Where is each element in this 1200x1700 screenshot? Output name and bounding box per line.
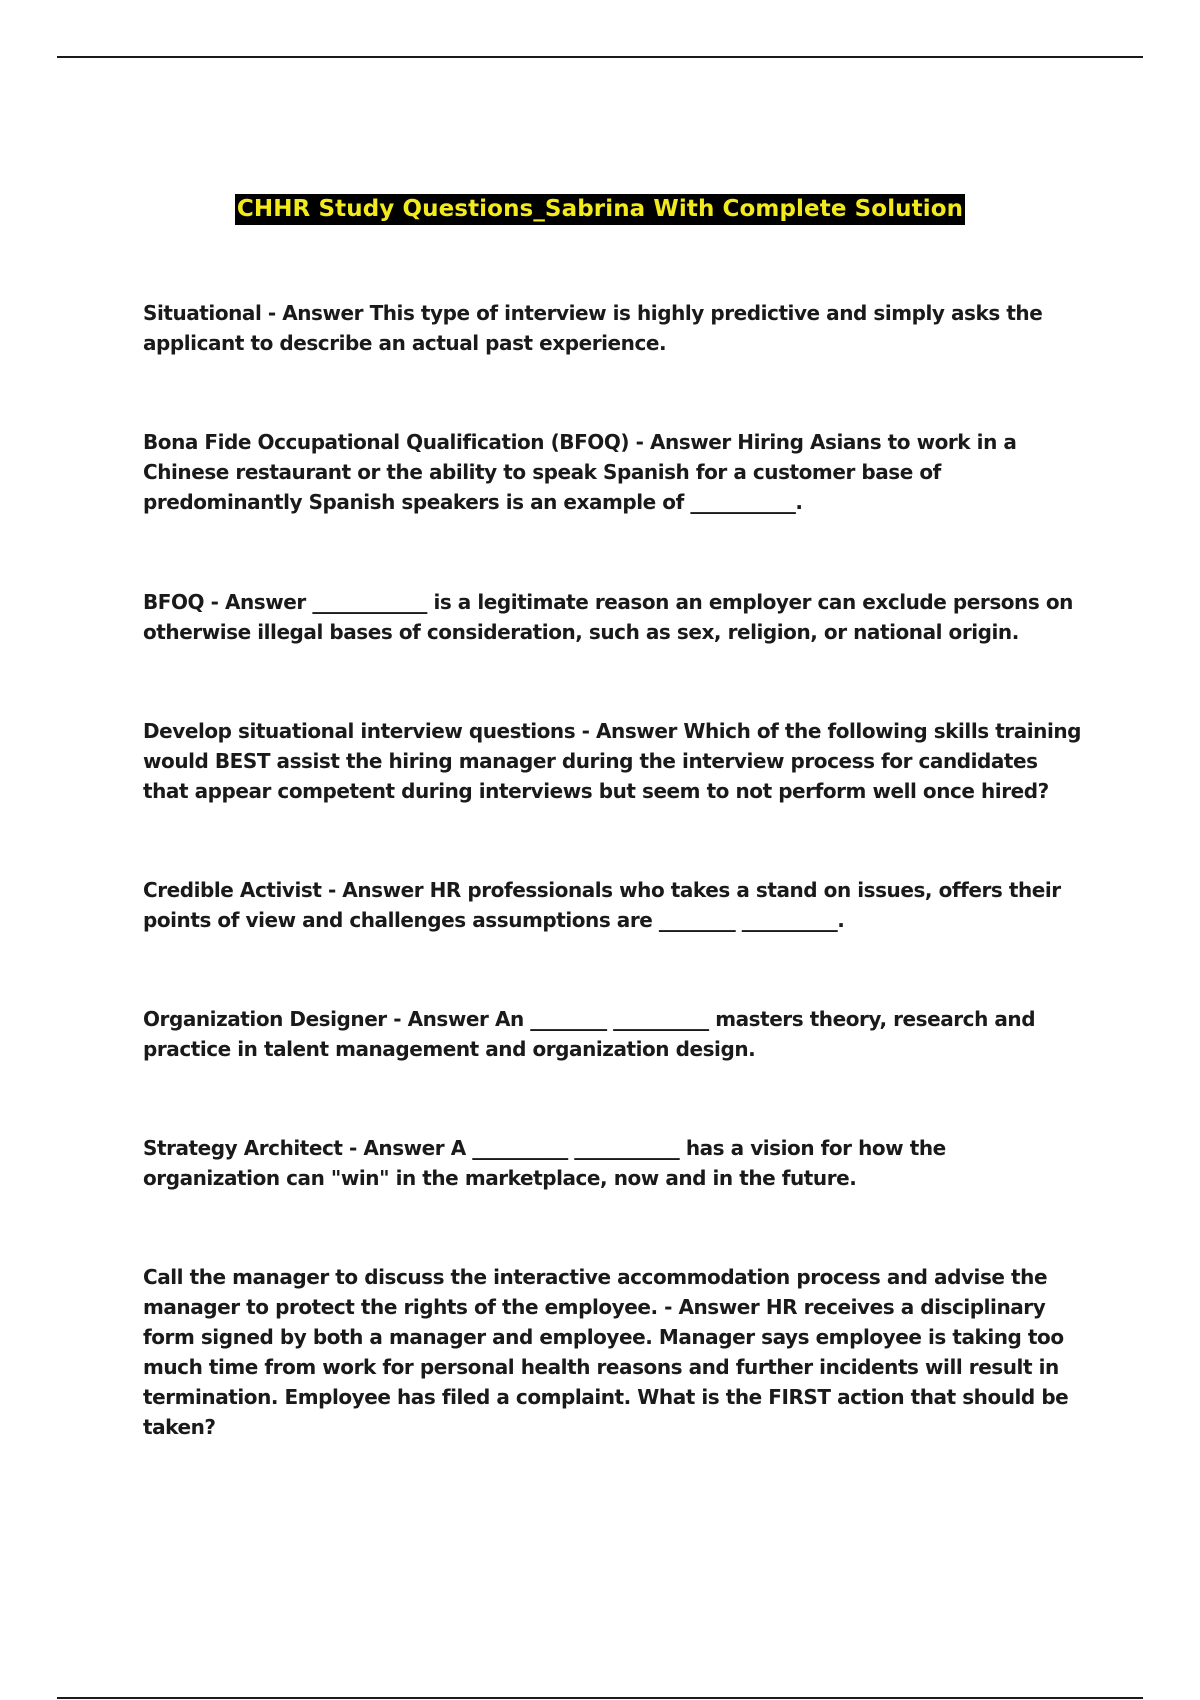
qa-entry: Credible Activist - Answer HR professionals who takes a stand on issues, offers their points of view and challenges assumptions are ________ __________. <box>143 878 1061 932</box>
qa-entry: Bona Fide Occupational Qualification (BFOQ) - Answer Hiring Asians to work in a Chinese restaurant or the ability to speak Spanish for a customer base of predominantly Spanish speakers is an example of ___________. <box>143 430 1017 514</box>
qa-entry: Call the manager to discuss the interactive accommodation process and advise the manager to protect the rights of the employee. - Answer HR receives a disciplinary form signed by both a manager and employee. Manager says employee is taking too much time from work for personal health reasons and further incidents will result in termination. Employee has filed a complaint. What is the FIRST action that should be taken? <box>143 1265 1069 1439</box>
qa-entry: BFOQ - Answer ____________ is a legitimate reason an employer can exclude persons on otherwise illegal bases of consideration, such as sex, religion, or national origin. <box>143 590 1073 644</box>
footer-rule <box>57 1697 1143 1699</box>
qa-entry: Strategy Architect - Answer A __________ ___________ has a vision for how the organization can "win" in the marketplace, now and in the future. <box>143 1136 946 1190</box>
qa-entry: Organization Designer - Answer An ________ __________ masters theory, research and practice in talent management and organization design. <box>143 1007 1036 1061</box>
title-container <box>0 194 1200 225</box>
document-title: CHHR Study Questions_Sabrina With Complete Solution <box>235 194 965 225</box>
header-rule <box>57 56 1143 58</box>
qa-entry: Situational - Answer This type of interview is highly predictive and simply asks the applicant to describe an actual past experience. <box>143 301 1043 355</box>
qa-entry: Develop situational interview questions - Answer Which of the following skills training would BEST assist the hiring manager during the interview process for candidates that appear competent during interviews but seem to not perform well once hired? <box>143 719 1082 803</box>
